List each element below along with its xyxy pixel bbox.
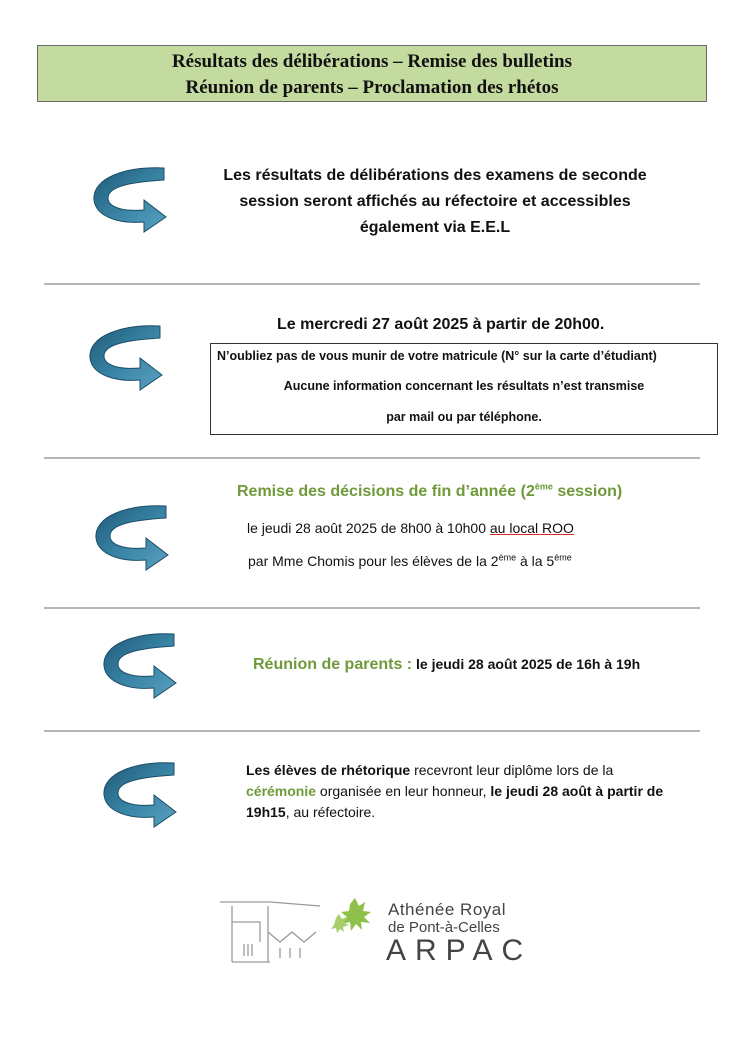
info-box (210, 343, 718, 435)
info-note-matricule: N’oubliez pas de vous munir de votre matricule (N° sur la carte d’étudiant) (217, 349, 657, 363)
local-room: au local ROO (489, 520, 574, 536)
header-title-line1: Résultats des délibérations – Remise des bulletins (171, 51, 573, 72)
logo-line3: ARPAC (386, 934, 533, 967)
logo-line2: de Pont-à-Celles (388, 919, 500, 936)
divider (44, 607, 700, 609)
section2-title: Le mercredi 27 août 2025 à partir de 20h00. (277, 316, 605, 333)
curved-arrow-icon (96, 757, 186, 837)
parents-meeting-label: Réunion de parents : (253, 656, 413, 673)
logo-line1: Athénée Royal (388, 900, 507, 919)
info-note-results: Aucune information concernant les résultats n’est transmise (283, 379, 645, 393)
section3-title: Remise des décisions de fin d’année (2ème session) (237, 481, 623, 500)
page-header (37, 45, 707, 102)
divider (44, 283, 700, 285)
curved-arrow-icon (96, 628, 186, 708)
section5-text: Les élèves de rhétorique recevront leur diplôme lors de la cérémonie organisée en leur honneur, le jeudi 28 août à partir de 19h15, au réfectoire. (246, 762, 664, 820)
info-note-contact: par mail ou par téléphone. (386, 410, 542, 424)
curved-arrow-icon (88, 500, 178, 580)
curved-arrow-icon (82, 320, 172, 400)
section4-text: Réunion de parents : le jeudi 28 août 2025 de 16h à 19h (253, 656, 641, 673)
ceremony-word: cérémonie (246, 783, 317, 799)
divider (44, 457, 700, 459)
section3-staff-line: par Mme Chomis pour les élèves de la 2ème à la 5ème (248, 552, 572, 569)
curved-arrow-icon (86, 162, 176, 242)
school-building-icon (210, 892, 380, 972)
section3-date-line: le jeudi 28 août 2025 de 8h00 à 10h00 au local ROO (247, 520, 574, 536)
divider (44, 730, 700, 732)
section1-text: Les résultats de délibérations des examens de seconde session seront affichés au réfectoire et accessibles également via E.E.L (223, 167, 647, 236)
school-logo (210, 892, 550, 972)
header-title-line2: Réunion de parents – Proclamation des rhétos (185, 77, 559, 98)
